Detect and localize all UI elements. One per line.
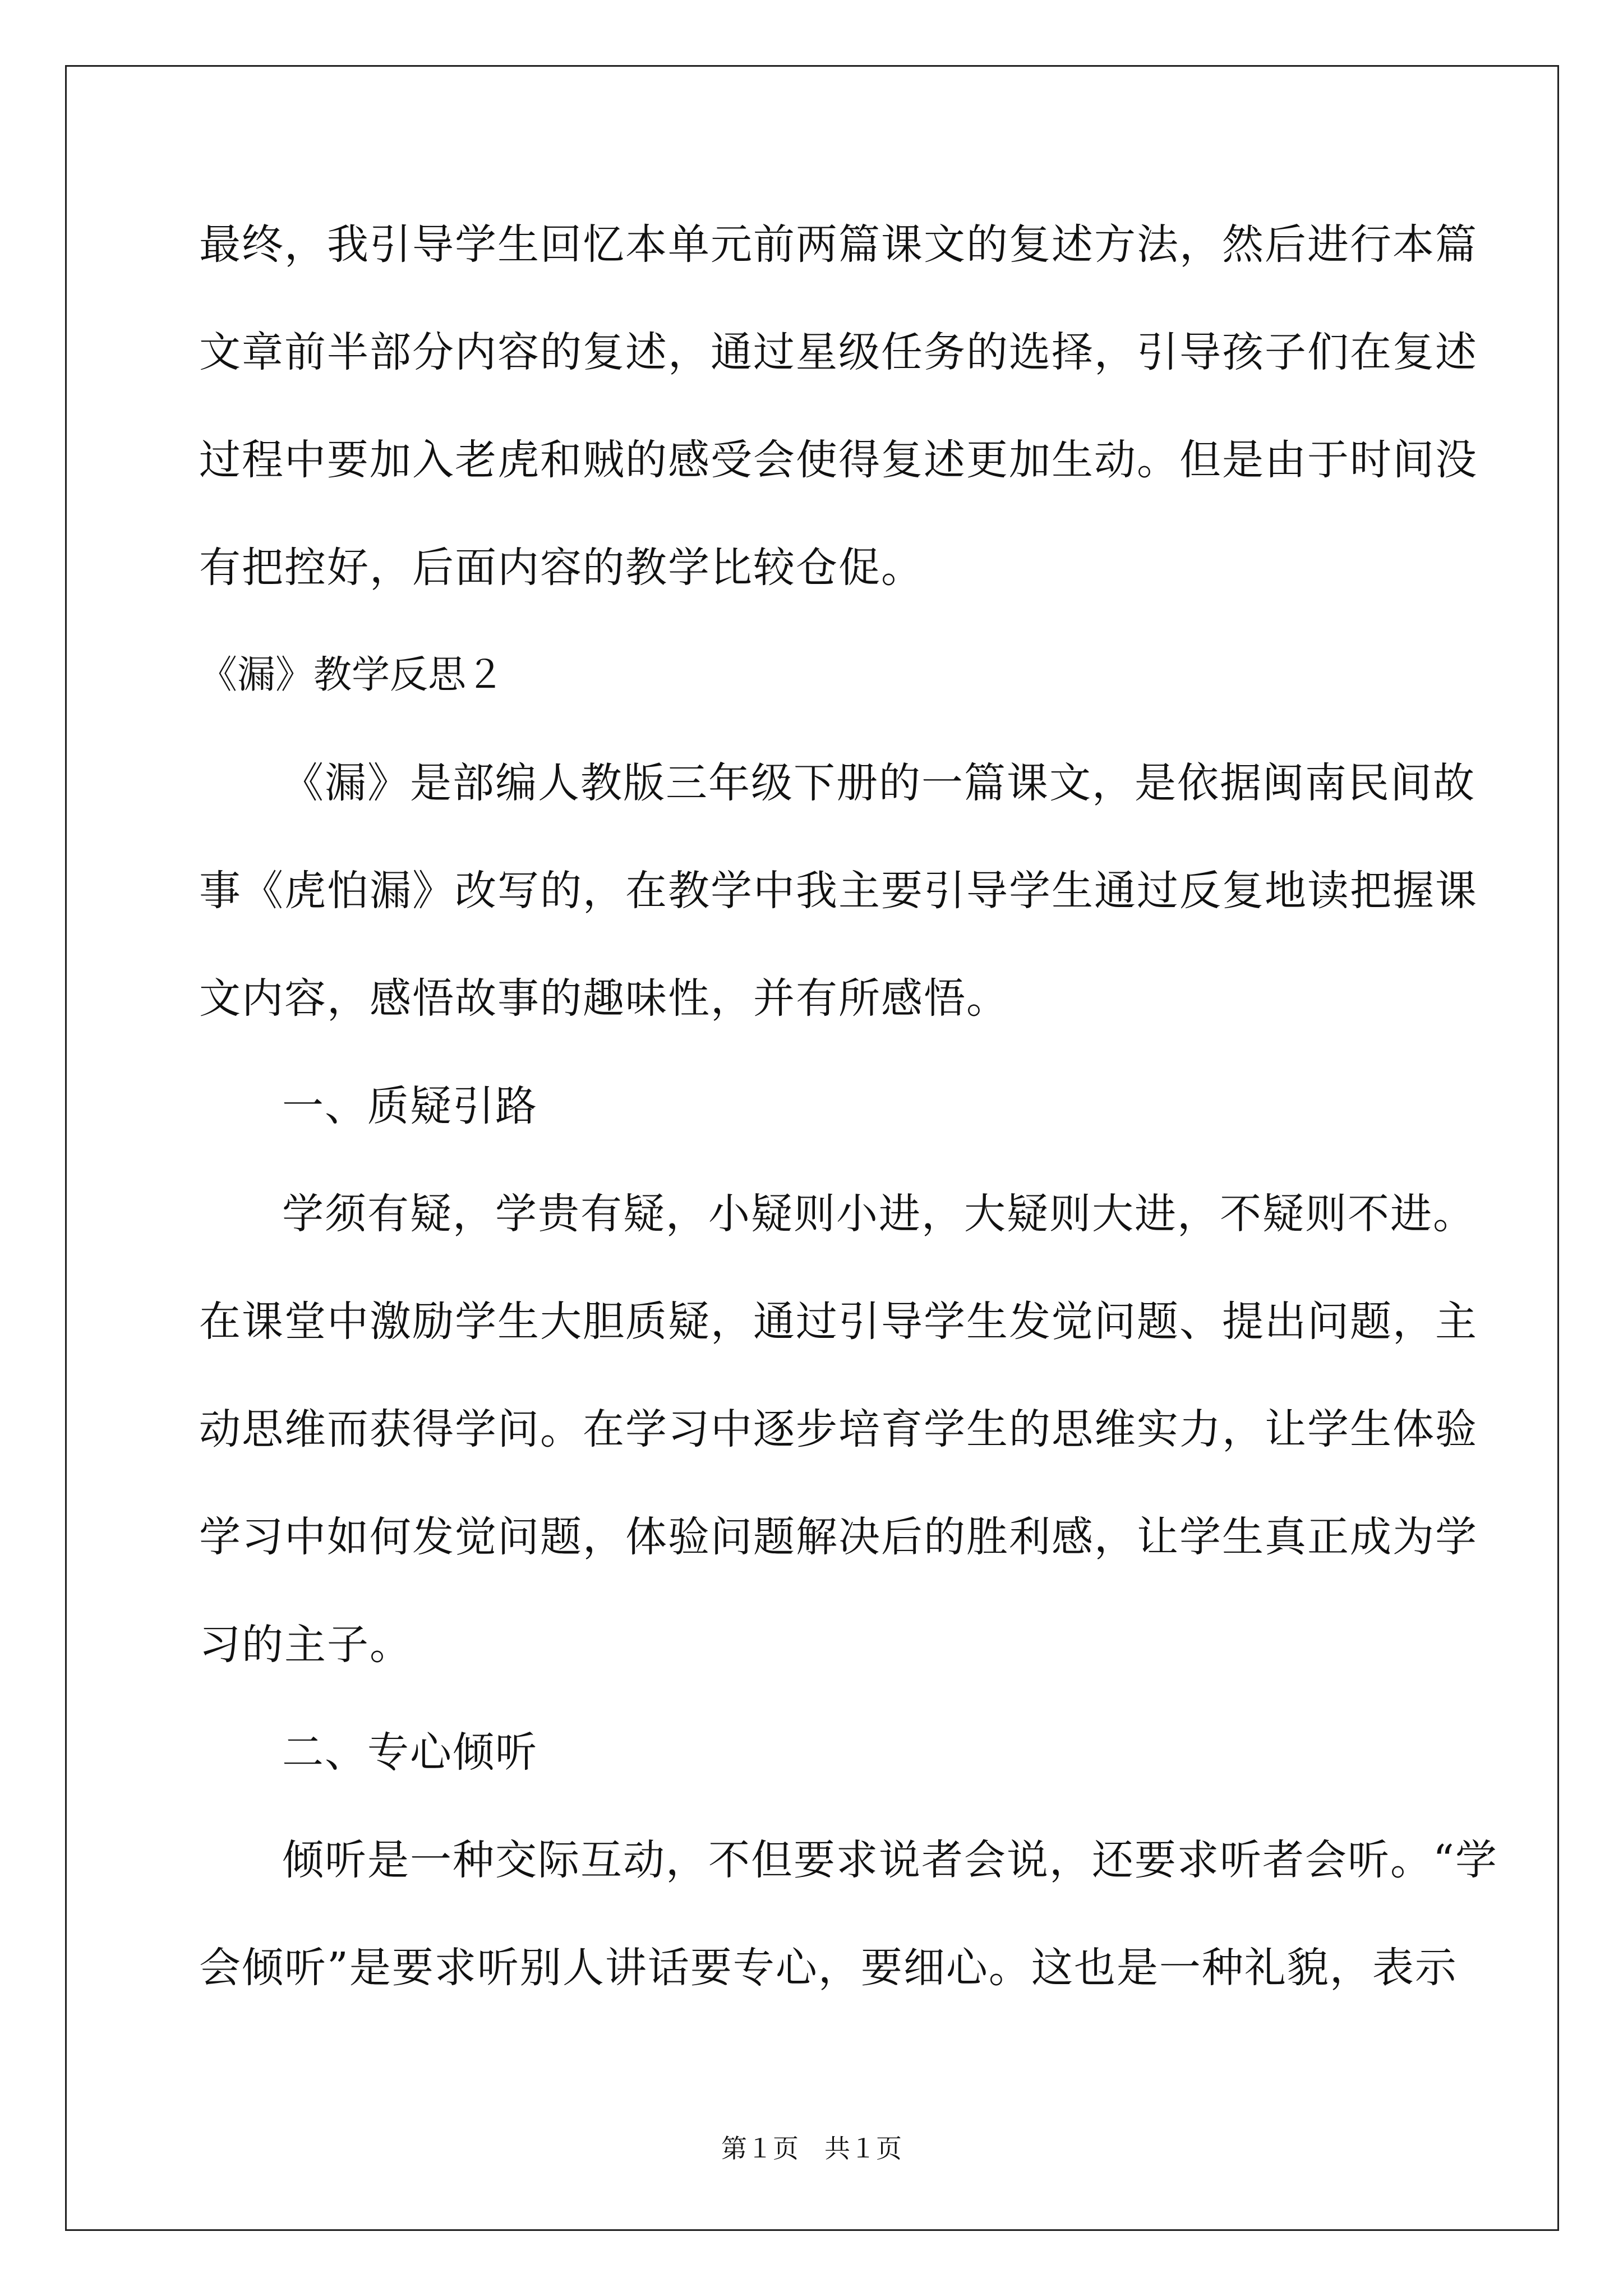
text-line: 动思维而获得学问。在学习中逐步培育学生的思维实力，让学生体验 — [199, 1405, 1478, 1453]
text-line: 过程中要加入老虎和贼的感受会使得复述更加生动。但是由于时间没 — [199, 436, 1478, 484]
text-line: 《漏》是部编人教版三年级下册的一篇课文，是依据闽南民间故 — [282, 759, 1476, 807]
text-line: 在课堂中激励学生大胆质疑，通过引导学生发觉问题、提出问题，主 — [199, 1297, 1478, 1346]
document-body — [199, 191, 1498, 2022]
text-line: 最终，我引导学生回忆本单元前两篇课文的复述方法，然后进行本篇 — [199, 220, 1478, 269]
page-footer: 第１页 共１页 — [721, 2133, 902, 2164]
text-line: 学习中如何发觉问题，体验问题解决后的胜利感，让学生真正成为学 — [199, 1513, 1478, 1561]
text-line: 有把控好，后面内容的教学比较仓促。 — [199, 544, 924, 592]
text-line: 会倾听”是要求听别人讲话要专心，要细心。这也是一种礼貌，表示 — [199, 1944, 1458, 1992]
text-line: 倾听是一种交际互动，不但要求说者会说，还要求听者会听。“学 — [282, 1836, 1498, 1884]
subheading: 二、专心倾听 — [282, 1728, 538, 1777]
subheading: 一、质疑引路 — [282, 1082, 538, 1130]
text-line: 文内容，感悟故事的趣味性，并有所感悟。 — [199, 974, 1009, 1023]
section-title: 《漏》教学反思２ — [199, 653, 505, 697]
text-line: 学须有疑，学贵有疑，小疑则小进，大疑则大进，不疑则不进。 — [282, 1190, 1476, 1238]
text-line: 文章前半部分内容的复述，通过星级任务的选择，引导孩子们在复述 — [199, 328, 1478, 376]
text-line: 事《虎怕漏》改写的，在教学中我主要引导学生通过反复地读把握课 — [199, 867, 1478, 915]
text-line: 习的主子。 — [199, 1621, 412, 1669]
